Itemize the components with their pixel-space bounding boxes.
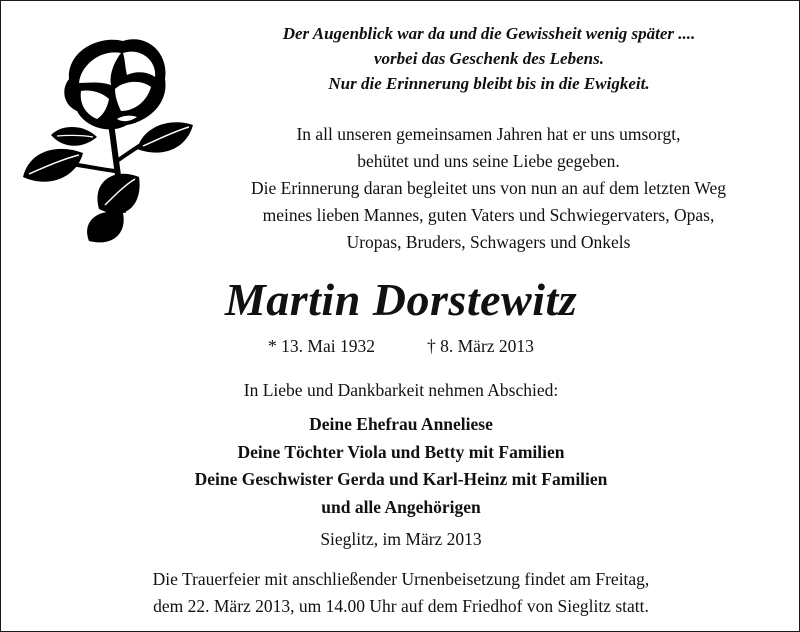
life-dates <box>1 334 800 358</box>
death-date: † 8. März 2013 <box>427 336 534 356</box>
mourner-line: Deine Ehefrau Anneliese <box>309 414 493 434</box>
intro-line: Die Erinnerung daran begleitet uns von nun an auf dem letzten Weg <box>251 178 726 198</box>
intro-line: In all unseren gemeinsamen Jahren hat er uns umsorgt, <box>296 124 681 144</box>
intro-line: behütet und uns seine Liebe gegeben. <box>357 151 620 171</box>
intro-line: Uropas, Bruders, Schwagers und Onkels <box>346 232 631 252</box>
quote-line: vorbei das Geschenk des Lebens. <box>374 49 604 68</box>
place-date: Sieglitz, im März 2013 <box>320 529 482 549</box>
quote-line: Nur die Erinnerung bleibt bis in die Ewigkeit. <box>328 74 650 93</box>
rose-icon <box>19 31 199 246</box>
mourner-line: Deine Geschwister Gerda und Karl-Heinz mit Familien <box>194 469 608 489</box>
mourner-line: Deine Töchter Viola und Betty mit Familien <box>237 441 565 462</box>
service-line: dem 22. März 2013, um 14.00 Uhr auf dem Friedhof von Sieglitz statt. <box>153 596 649 616</box>
deceased-name: Martin Dorstewitz <box>224 274 578 325</box>
farewell-line: In Liebe und Dankbarkeit nehmen Abschied: <box>243 380 559 400</box>
memorial-quote <box>199 21 779 96</box>
quote-line: Der Augenblick war da und die Gewissheit wenig später .... <box>282 24 696 43</box>
mourners-list <box>1 411 800 521</box>
intro-text <box>181 121 796 256</box>
intro-line: meines lieben Mannes, guten Vaters und Schwiegervaters, Opas, <box>262 205 715 225</box>
service-line: Die Trauerfeier mit anschließender Urnenbeisetzung findet am Freitag, <box>152 569 650 589</box>
birth-date: * 13. Mai 1932 <box>268 336 375 356</box>
funeral-service-info <box>1 566 800 620</box>
mourner-line: und alle Angehörigen <box>321 496 481 517</box>
